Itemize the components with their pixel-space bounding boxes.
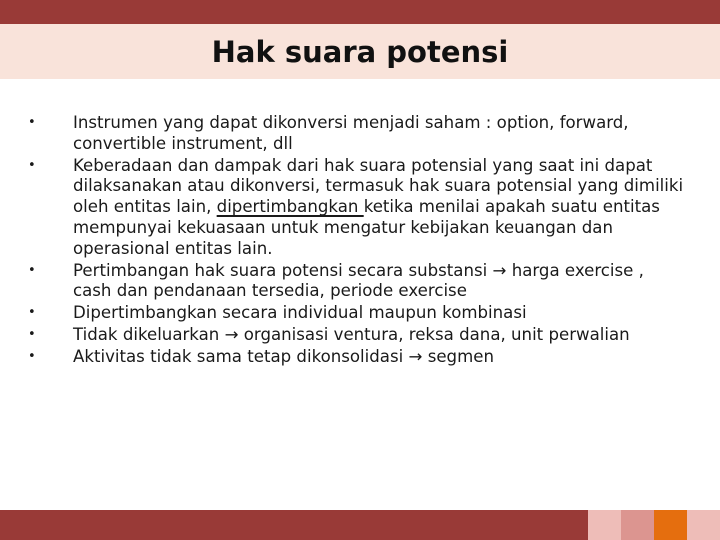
bullet-icon: • (28, 115, 36, 130)
title-band (0, 24, 720, 79)
arrow-right-icon: → (408, 346, 423, 366)
bullet-icon: • (28, 305, 36, 321)
bullet-icon: • (28, 262, 36, 278)
bullet-text: ketika menilai apakah suatu entitas mempunyai kekuasaan untuk mengatur kebijakan keuangan dan operasional entitas lain. (73, 197, 660, 258)
bullet-text: Tidak dikeluarkan (73, 324, 225, 344)
slide-content (24, 113, 684, 369)
bullet-item (24, 156, 684, 260)
decor-block (654, 510, 687, 540)
bullet-item (24, 113, 684, 155)
underlined-text: dipertimbangkan (216, 197, 364, 217)
bullet-icon: • (28, 157, 36, 173)
decor-block (621, 510, 654, 540)
decor-block (687, 510, 720, 540)
bullet-text: Keberadaan dan dampak dari hak suara potensial yang saat ini dapat dilaksanakan atau dikonversi, termasuk hak suara potensial yang dimiliki oleh entitas lain, (73, 155, 684, 217)
bullet-text: Instrumen yang dapat dikonversi menjadi saham : option, forward, convertible instrument, dll (73, 113, 629, 153)
decor-block (588, 510, 621, 540)
bullet-item (24, 325, 684, 346)
bullet-icon: • (28, 348, 36, 364)
bullet-text: segmen (422, 346, 494, 366)
arrow-right-icon: → (492, 260, 507, 280)
arrow-right-icon: → (224, 324, 239, 344)
bullet-item (24, 347, 684, 368)
bullet-text: Aktivitas tidak sama tetap dikonsolidasi (73, 346, 409, 366)
bullet-item (24, 303, 684, 324)
bullet-text: Pertimbangan hak suara potensi secara substansi (73, 260, 493, 280)
bullet-text: harga exercise , cash dan pendanaan tersedia, periode exercise (73, 260, 644, 301)
bullet-text: organisasi ventura, reksa dana, unit perwalian (238, 324, 630, 344)
bullet-item (24, 261, 684, 303)
top-accent-bar (0, 0, 720, 24)
bullet-icon: • (28, 326, 36, 342)
bullet-text: Dipertimbangkan secara individual maupun kombinasi (73, 303, 527, 323)
slide-title: Hak suara potensi (211, 34, 509, 69)
bullet-list (24, 113, 684, 368)
